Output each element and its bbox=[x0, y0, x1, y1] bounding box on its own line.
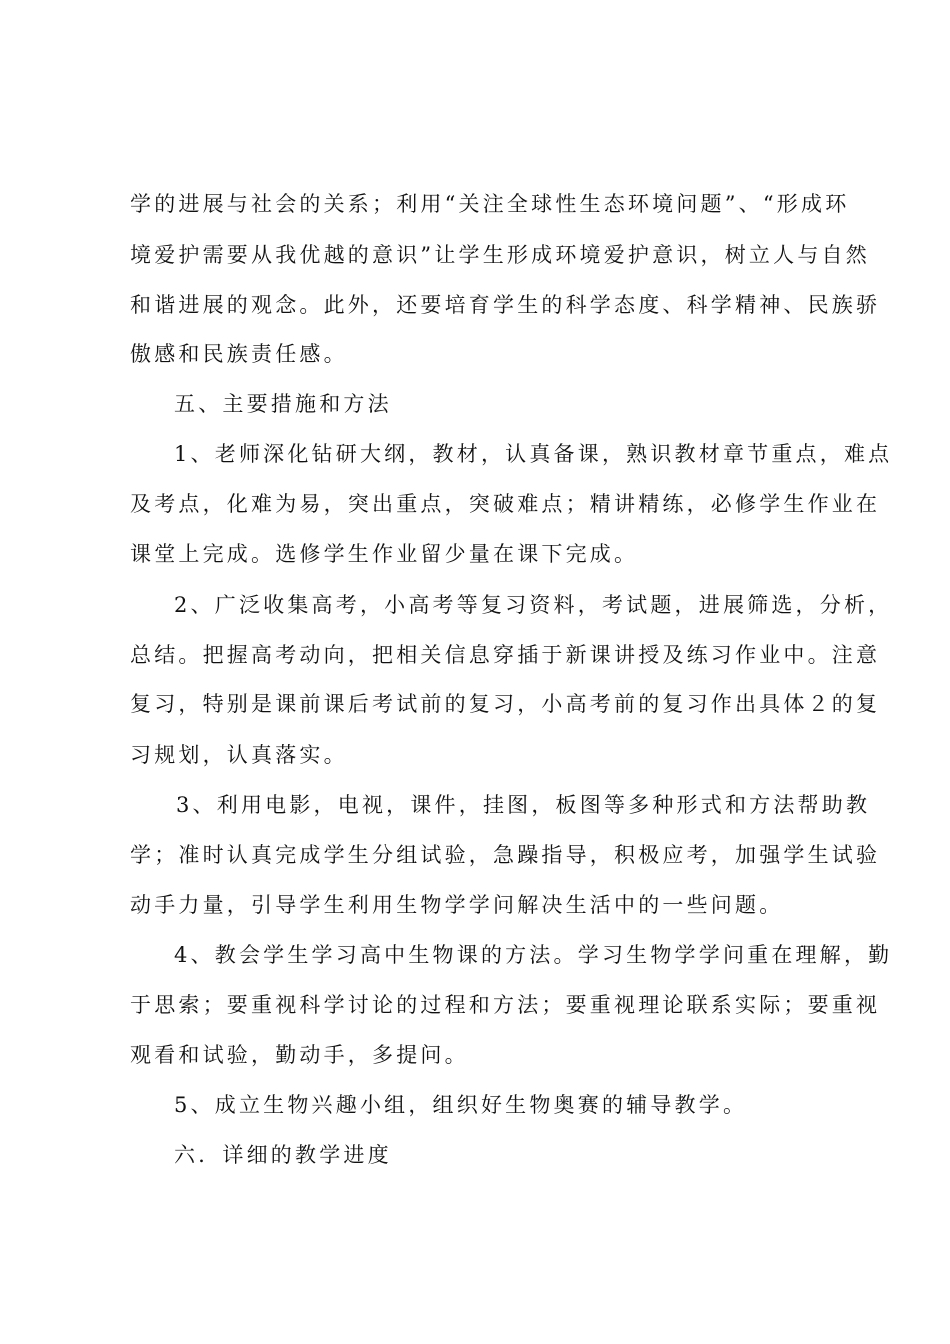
text-line-15: 动手力量，引导学生利用生物学学问解决生活中的一些问题。 bbox=[130, 893, 784, 917]
text-line-17: 于思索；要重视科学讨论的过程和方法；要重视理论联系实际；要重视 bbox=[130, 993, 881, 1017]
text-line-19: 5、成立生物兴趣小组，组织好生物奥赛的辅导教学。 bbox=[174, 1093, 748, 1117]
text-line-12: 习规划，认真落实。 bbox=[130, 743, 348, 767]
section-heading-6: 六．详细的教学进度 bbox=[174, 1143, 392, 1167]
text-line-13: 3、利用电影，电视，课件，挂图，板图等多种形式和方法帮助教 bbox=[176, 793, 871, 817]
text-line-4: 傲感和民族责任感。 bbox=[130, 342, 348, 366]
text-line-8: 课堂上完成。选修学生作业留少量在课下完成。 bbox=[130, 542, 639, 566]
section-heading-5: 五、主要措施和方法 bbox=[174, 392, 392, 416]
text-line-18: 观看和试验，勤动手，多提问。 bbox=[130, 1043, 469, 1067]
text-line-9: 2、广泛收集高考，小高考等复习资料，考试题，进展筛选，分析， bbox=[174, 593, 893, 617]
text-line-3: 和谐进展的观念。此外，还要培育学生的科学态度、科学精神、民族骄 bbox=[130, 293, 881, 317]
text-line-11: 复习，特别是课前课后考试前的复习，小高考前的复习作出具体２的复 bbox=[130, 692, 881, 716]
text-line-1: 学的进展与社会的关系；利用“关注全球性生态环境问题”、“形成环 bbox=[130, 192, 850, 216]
text-line-2: 境爱护需要从我优越的意识”让学生形成环境爱护意识，树立人与自然 bbox=[130, 243, 870, 267]
text-line-10: 总结。把握高考动向，把相关信息穿插于新课讲授及练习作业中。注意 bbox=[130, 643, 881, 667]
text-line-16: 4、教会学生学习高中生物课的方法。学习生物学学问重在理解，勤 bbox=[174, 943, 893, 967]
text-line-14: 学；准时认真完成学生分组试验，急躁指导，积极应考，加强学生试验 bbox=[130, 843, 881, 867]
text-line-7: 及考点，化难为易，突出重点，突破难点；精讲精练，必修学生作业在 bbox=[130, 492, 881, 516]
text-line-6: 1、老师深化钻研大纲，教材，认真备课，熟识教材章节重点，难点 bbox=[174, 442, 893, 466]
